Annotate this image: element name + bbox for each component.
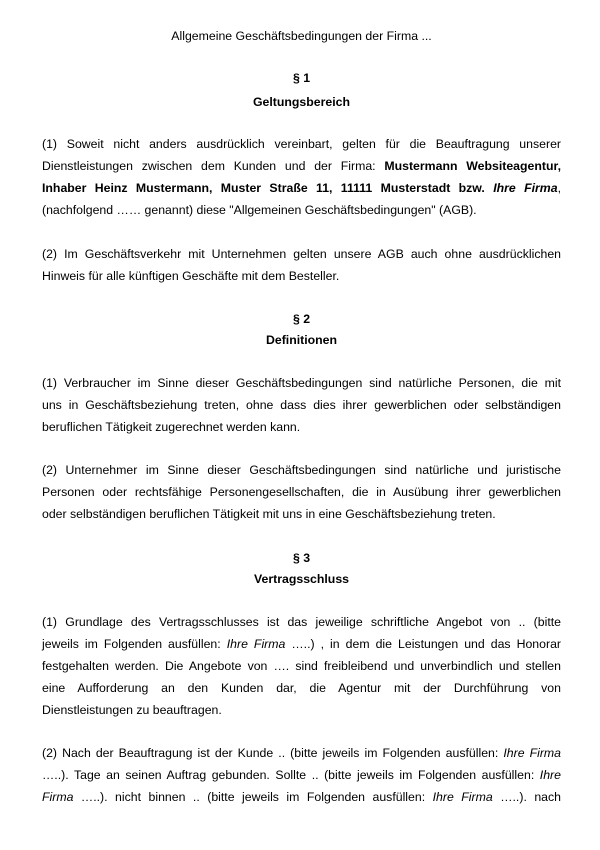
text-line: [42, 655, 561, 677]
text-run: Ihre Firma: [503, 746, 561, 760]
text-line: [42, 481, 561, 503]
text-run: Dienstleistungen zu beauftragen.: [42, 703, 222, 717]
text-line: [42, 265, 561, 287]
section-3-heading: Vertragsschluss: [253, 572, 349, 586]
text-line: [42, 699, 561, 721]
text-run: beruflichen Tätigkeit zugerechnet werden kann.: [42, 420, 301, 434]
section-3-number: § 3: [292, 551, 311, 565]
text-run: oder selbständigen beruflichen Tätigkeit mit uns in eine Geschäftsbeziehung treten.: [42, 507, 496, 521]
text-run: Mustermann Websiteagentur,: [384, 159, 561, 173]
text-line: [42, 155, 561, 177]
text-line: [42, 459, 561, 481]
section-1-paragraph-1: [42, 133, 561, 221]
text-run: …..). Tage an seinen Auftrag gebunden. Sollte .. (bitte jeweils im Folgenden ausfüllen:: [42, 768, 540, 782]
document-title: Allgemeine Geschäftsbedingungen der Firma ...: [171, 29, 432, 43]
text-line: [42, 786, 561, 808]
section-2-heading: Definitionen: [265, 333, 338, 347]
text-run: eine Aufforderung an den Kunden dar, die Agentur mit der Durchführung von: [42, 681, 561, 695]
section-2-number: § 2: [292, 312, 311, 326]
text-run: Ihre Firma: [432, 790, 493, 804]
text-run: …..). nach: [492, 790, 562, 804]
text-run: (nachfolgend …… genannt) diese "Allgemeinen Geschäftsbedingungen" (AGB).: [42, 203, 477, 217]
section-1-heading: Geltungsbereich: [252, 95, 351, 109]
text-run: jeweils im Folgenden ausfüllen:: [42, 637, 227, 651]
text-run: Ihre Firma: [493, 181, 558, 195]
text-run: (1) Grundlage des Vertragsschlusses ist das jeweilige schriftliche Angebot von .. (bitte: [42, 615, 561, 629]
text-run: (1) Verbraucher im Sinne dieser Geschäftsbedingungen sind natürliche Personen, die mit: [42, 376, 561, 390]
text-run: Firma: [42, 790, 74, 804]
text-line: [42, 372, 561, 394]
text-line: [42, 764, 561, 786]
text-run: uns in Geschäftsbeziehung treten, ohne dass dies ihrer gewerblichen oder selbständigen: [42, 398, 561, 412]
text-run: (2) Unternehmer im Sinne dieser Geschäftsbedingungen sind natürliche und juristische: [42, 463, 561, 477]
section-2-paragraph-1: [42, 372, 561, 438]
text-line: [42, 177, 561, 199]
text-run: ,: [557, 181, 561, 195]
text-run: Ihre Firma: [226, 637, 286, 651]
text-run: Personen oder rechtsfähige Personengesellschaften, die in Ausübung ihrer gewerblichen: [42, 485, 561, 499]
text-run: Dienstleistungen zwischen dem Kunden und der Firma:: [42, 159, 385, 173]
text-line: [42, 394, 561, 416]
text-run: (1) Soweit nicht anders ausdrücklich vereinbart, gelten für die Beauftragung unserer: [42, 137, 561, 151]
section-3-paragraph-1: [42, 611, 561, 721]
section-1-paragraph-2: [42, 243, 561, 287]
text-line: [42, 611, 561, 633]
section-1-number: § 1: [292, 71, 311, 85]
text-run: (2) Nach der Beauftragung ist der Kunde .. (bitte jeweils im Folgenden ausfüllen:: [42, 746, 504, 760]
text-run: …..) , in dem die Leistungen und das Honorar: [285, 637, 562, 651]
text-line: [42, 243, 561, 265]
section-2-paragraph-2: [42, 459, 561, 525]
text-run: festgehalten werden. Die Angebote von …. sind freibleibend und unverbindlich und stellen: [42, 659, 561, 673]
text-line: [42, 503, 561, 525]
text-line: [42, 199, 561, 221]
text-line: [42, 742, 561, 764]
text-run: (2) Im Geschäftsverkehr mit Unternehmen gelten unsere AGB auch ohne ausdrücklichen: [42, 247, 561, 261]
text-run: Hinweis für alle künftigen Geschäfte mit dem Besteller.: [42, 269, 340, 283]
text-run: …..). nicht binnen .. (bitte jeweils im Folgenden ausfüllen:: [73, 790, 433, 804]
section-3-paragraph-2: [42, 742, 561, 808]
text-line: [42, 133, 561, 155]
text-run: Inhaber Heinz Mustermann, Muster Straße 11, 11111 Musterstadt bzw.: [42, 181, 494, 195]
text-line: [42, 633, 561, 655]
text-line: [42, 677, 561, 699]
text-line: [42, 416, 561, 438]
text-run: Ihre: [539, 768, 561, 782]
